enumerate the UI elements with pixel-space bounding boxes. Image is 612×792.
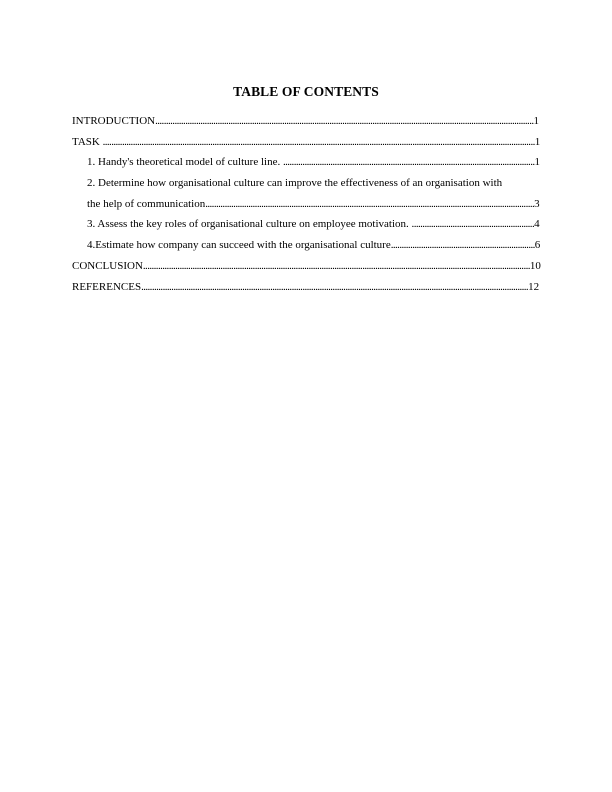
toc-leader-dots: .................................................................................................................................................................................... xyxy=(142,260,530,272)
toc-entry-references[interactable] xyxy=(72,281,539,294)
toc-entry-label: 1. Handy's theoretical model of culture line. xyxy=(87,156,283,168)
toc-entry-communication-line2[interactable] xyxy=(87,198,540,211)
toc-entry-label: 3. Assess the key roles of organisational culture on employee motivation. xyxy=(87,218,412,230)
toc-entry-label: 4.Estimate how company can succeed with the organisational culture xyxy=(87,239,391,251)
toc-entry-handy-model[interactable] xyxy=(87,156,540,169)
toc-entry-label: 2. Determine how organisational culture can improve the effectiveness of an organisation with xyxy=(87,177,503,189)
toc-entry-conclusion[interactable] xyxy=(72,260,541,273)
toc-page-number: 1 xyxy=(533,115,540,127)
toc-page-number: 12 xyxy=(528,281,540,293)
toc-leader-dots: ................................................................... xyxy=(390,239,535,251)
toc-leader-dots: ..................................................................................................................... xyxy=(282,156,535,168)
toc-leader-dots: ......................................................................................................................................................................................................... xyxy=(102,136,535,148)
toc-page-number: 1 xyxy=(534,136,541,148)
toc-leader-dots: ......................................................................................................................................................... xyxy=(205,198,535,210)
toc-leader-dots: ......................................................... xyxy=(411,218,535,230)
toc-entry-task[interactable] xyxy=(72,136,540,149)
toc-page-number: 6 xyxy=(534,239,541,251)
toc-leader-dots: ................................................................................................................................................................................ xyxy=(155,115,534,127)
toc-title: TABLE OF CONTENTS xyxy=(233,84,379,99)
toc-entry-communication-line1[interactable] xyxy=(87,177,502,190)
toc-page-number: 4 xyxy=(534,218,540,230)
toc-page-number: 10 xyxy=(529,260,541,272)
toc-leader-dots: .................................................................................................................................................................................... xyxy=(141,281,529,293)
toc-entry-label: TASK xyxy=(72,136,103,148)
toc-entry-motivation[interactable] xyxy=(87,218,540,231)
toc-page-number: 1 xyxy=(534,156,541,168)
toc-entry-label: REFERENCES xyxy=(72,281,142,293)
toc-entry-introduction[interactable] xyxy=(72,115,539,128)
toc-entry-label: the help of communication xyxy=(87,198,206,210)
toc-entry-label: CONCLUSION xyxy=(72,260,143,272)
toc-entry-label: INTRODUCTION xyxy=(72,115,156,127)
toc-entry-succeed[interactable] xyxy=(87,239,540,252)
toc-page-number: 3 xyxy=(534,198,540,210)
